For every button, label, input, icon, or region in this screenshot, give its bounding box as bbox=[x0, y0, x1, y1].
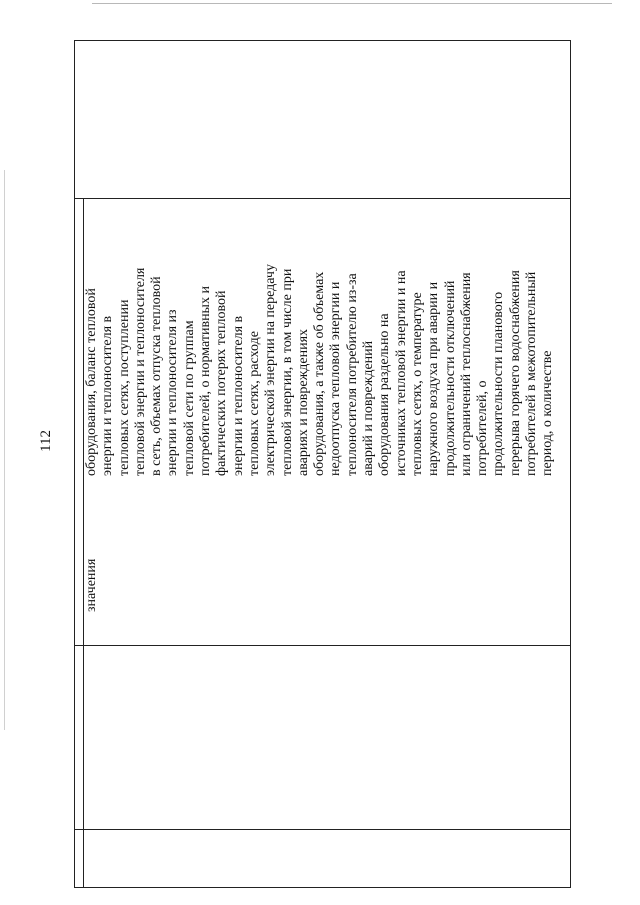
table-row-divider bbox=[75, 829, 570, 830]
page-number: 112 bbox=[38, 430, 54, 452]
table-cell-content: оборудования, баланс тепловой энергии и теплоносителя в тепловых сетях, поступлении тепловой энергии и теплоносителя в сеть, объемах отпуска тепловой энергии и теплоносителя из тепловой сети по группам потребителей, о нормативных и фактических потерях тепловой энергии и теплоносителя в тепловых сетях, расходе электрической энергии на передачу тепловой энергии, в том числе при авариях и повреждениях оборудования, а также об объемах недоотпуска тепловой энергии и теплоносителя потребителю из-за аварий и повреждений оборудования раздельно на источниках тепловой энергии и на тепловых сетях, о температуре наружного воздуха при аварии и продолжительности отключений или ограничений теплоснабжения потребителей, о продолжительности планового перерыва горячего водоснабжения потребителей в межотопительный период, о количестве bbox=[84, 264, 556, 476]
table-cell-label: значения bbox=[84, 558, 99, 612]
scan-edge-top bbox=[92, 3, 612, 4]
table-row-divider bbox=[75, 198, 570, 199]
scan-edge-left bbox=[4, 170, 5, 730]
table-row-divider bbox=[75, 645, 570, 646]
